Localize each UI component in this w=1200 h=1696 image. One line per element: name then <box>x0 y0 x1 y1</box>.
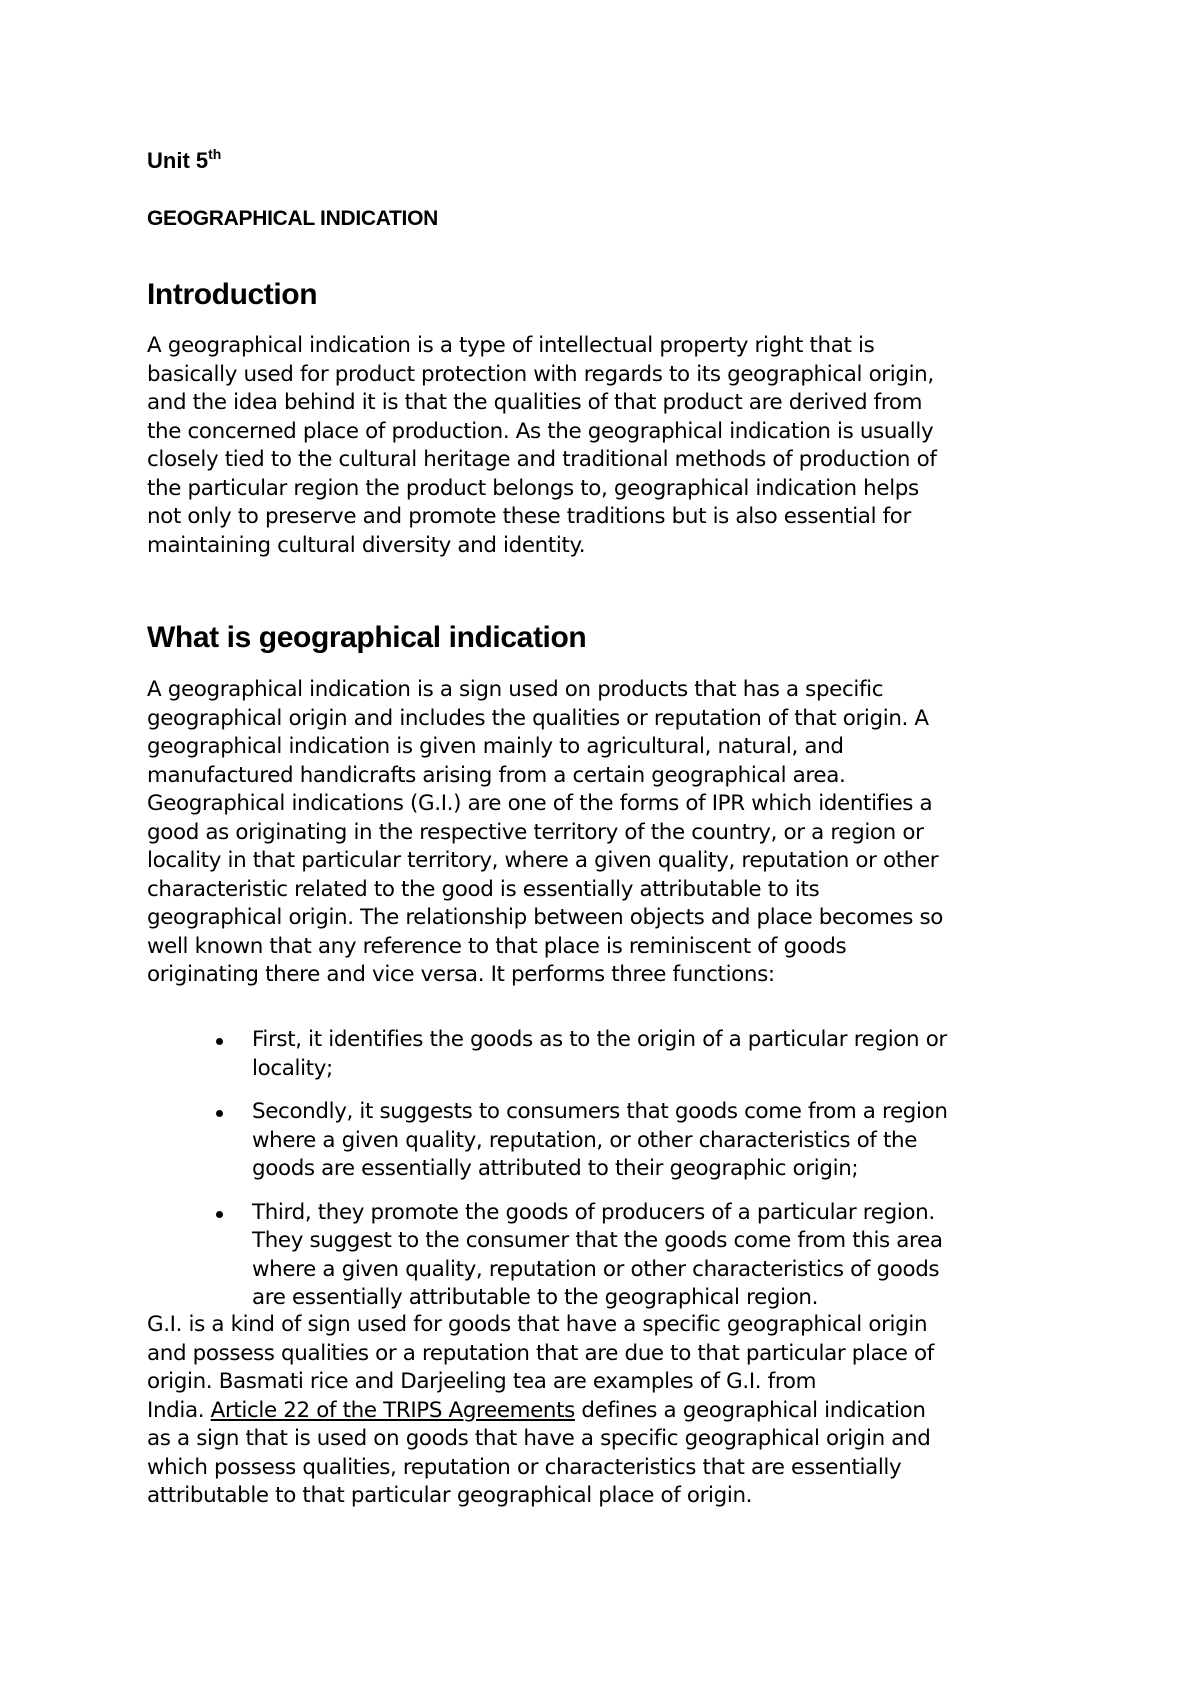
paragraph-line: the particular region the product belongs to, geographical indication helps <box>147 475 919 501</box>
paragraph-line: attributable to that particular geographical place of origin. <box>147 1483 753 1508</box>
paragraph-line: Geographical indications (G.I.) are one of the forms of IPR which identifies a <box>147 791 933 816</box>
paragraph-line: good as originating in the respective territory of the country, or a region or <box>147 819 924 845</box>
list-item-line: goods are essentially attributed to their geographic origin; <box>252 1156 859 1181</box>
list-item-line: First, it identifies the goods as to the origin of a particular region or <box>252 1027 947 1052</box>
line-prefix: India. <box>147 1397 211 1423</box>
what-is-gi-paragraph <box>147 676 1067 990</box>
introduction-paragraph <box>147 332 1067 560</box>
list-item-line: where a given quality, reputation or other characteristics of goods <box>252 1256 940 1282</box>
paragraph-line-with-link <box>147 1397 1067 1426</box>
list-item-line: where a given quality, reputation, or other characteristics of the <box>252 1127 918 1153</box>
paragraph-line: as a sign that is used on goods that have a specific geographical origin and <box>147 1426 931 1451</box>
paragraph-line: origin. Basmati rice and Darjeeling tea are examples of G.I. from <box>147 1369 817 1394</box>
paragraph-line: and possess qualities or a reputation that are due to that particular place of <box>147 1340 934 1366</box>
list-item-line: are essentially attributable to the geographical region. <box>252 1285 819 1310</box>
functions-list <box>147 1026 1067 1313</box>
paragraph-line: G.I. is a kind of sign used for goods that have a specific geographical origin <box>147 1312 928 1337</box>
paragraph-line: locality in that particular territory, where a given quality, reputation or other <box>147 848 939 873</box>
paragraph-line: which possess qualities, reputation or characteristics that are essentially <box>147 1454 902 1480</box>
unit-superscript: th <box>208 146 222 162</box>
unit-label <box>147 148 221 174</box>
paragraph-line: geographical origin and includes the qualities or reputation of that origin. A <box>147 705 929 731</box>
list-item-line: Secondly, it suggests to consumers that goods come from a region <box>252 1099 948 1124</box>
paragraph-line: A geographical indication is a type of intellectual property right that is <box>147 333 875 358</box>
gi-definition-paragraph <box>147 1311 1067 1511</box>
paragraph-line: the concerned place of production. As the geographical indication is usually <box>147 418 934 444</box>
unit-text: Unit 5 <box>147 148 209 173</box>
trips-article-link[interactable]: Article 22 of the TRIPS Agreements <box>210 1397 575 1423</box>
list-item-line: locality; <box>252 1055 333 1081</box>
paragraph-line: geographical indication is given mainly to agricultural, natural, and <box>147 734 844 759</box>
introduction-heading: Introduction <box>147 278 318 311</box>
bullet-icon <box>216 1211 223 1218</box>
line-suffix: defines a geographical indication <box>574 1397 926 1423</box>
paragraph-line: well known that any reference to that place is reminiscent of goods <box>147 933 847 959</box>
paragraph-line: characteristic related to the good is essentially attributable to its <box>147 876 820 902</box>
paragraph-line: not only to preserve and promote these traditions but is also essential for <box>147 504 911 529</box>
document-title: GEOGRAPHICAL INDICATION <box>147 207 438 230</box>
paragraph-line: basically used for product protection with regards to its geographical origin, <box>147 361 934 387</box>
paragraph-line: closely tied to the cultural heritage and traditional methods of production of <box>147 447 937 472</box>
list-item-line: They suggest to the consumer that the goods come from this area <box>252 1228 943 1253</box>
list-item <box>147 1026 1067 1083</box>
list-item-line: Third, they promote the goods of producers of a particular region. <box>252 1199 935 1225</box>
paragraph-line: and the idea behind it is that the qualities of that product are derived from <box>147 390 923 415</box>
what-is-gi-heading: What is geographical indication <box>147 621 587 654</box>
bullet-icon <box>216 1110 223 1117</box>
paragraph-line: manufactured handicrafts arising from a certain geographical area. <box>147 762 846 788</box>
paragraph-line: originating there and vice versa. It performs three functions: <box>147 962 775 987</box>
list-item <box>147 1098 1067 1184</box>
paragraph-line: maintaining cultural diversity and identity. <box>147 532 586 558</box>
paragraph-line: A geographical indication is a sign used on products that has a specific <box>147 677 884 702</box>
list-item <box>147 1199 1067 1313</box>
bullet-icon <box>216 1038 223 1045</box>
paragraph-line: geographical origin. The relationship between objects and place becomes so <box>147 905 944 930</box>
